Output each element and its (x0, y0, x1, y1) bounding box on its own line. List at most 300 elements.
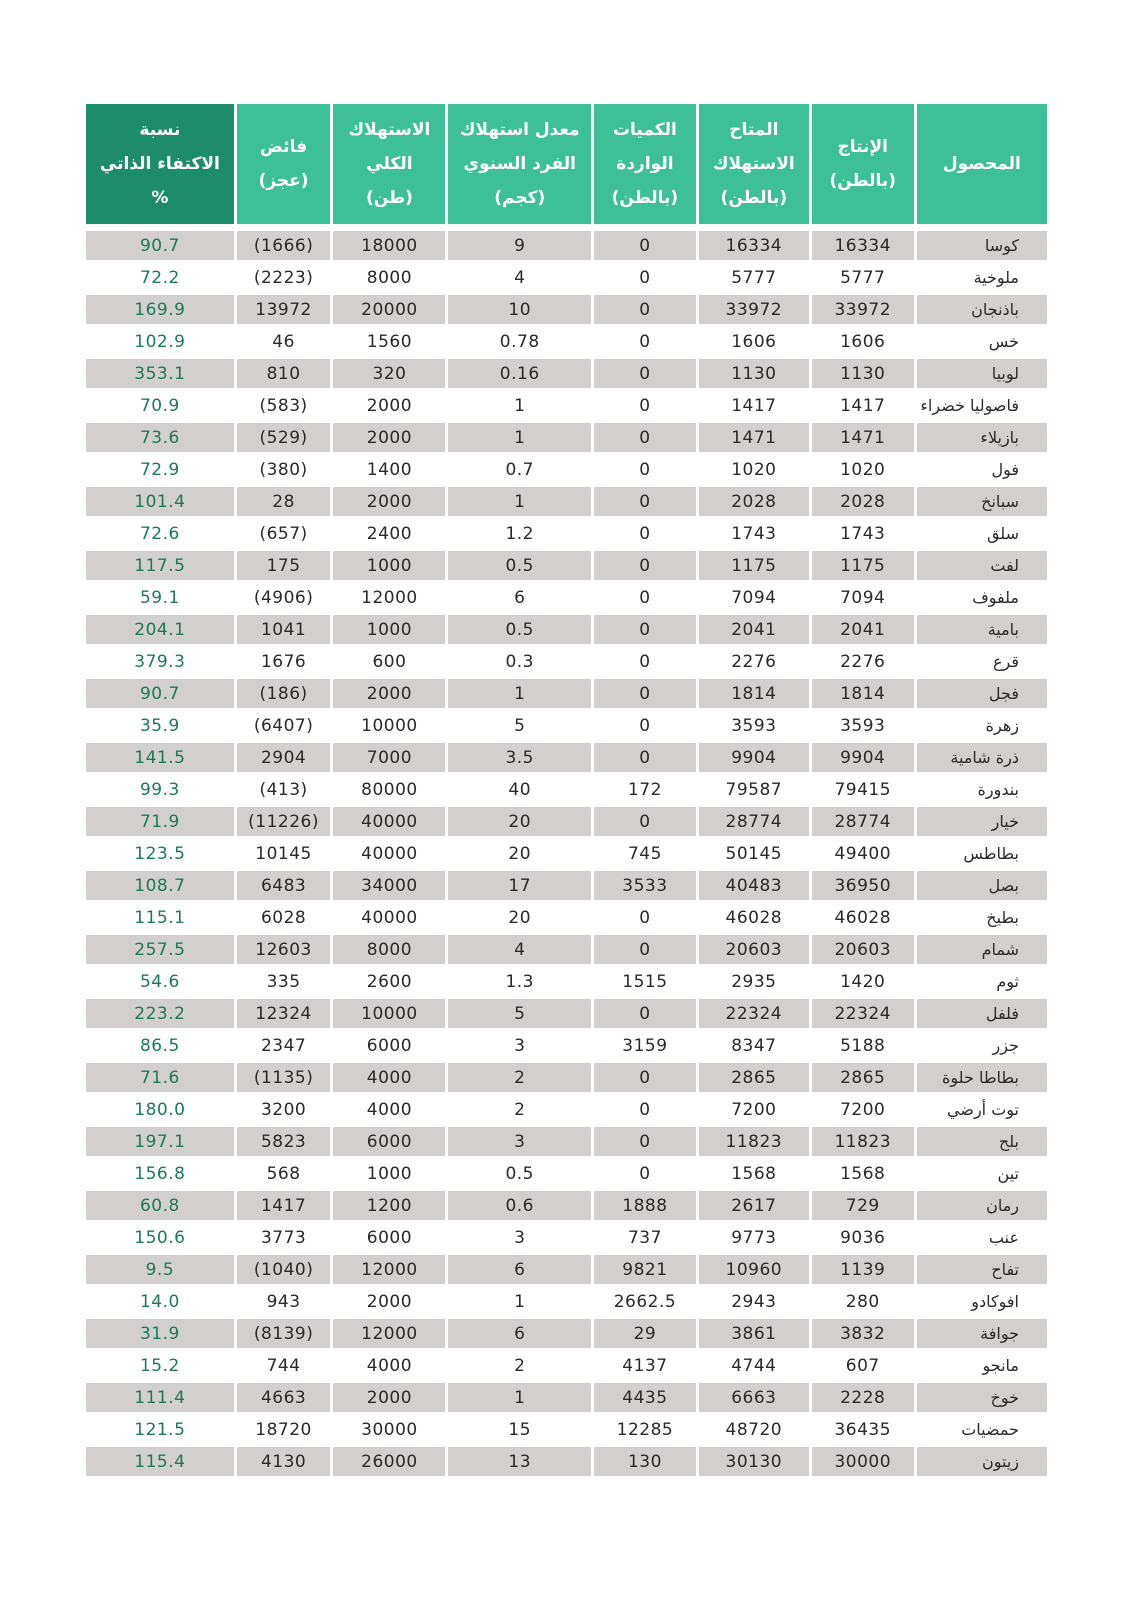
cell-total-consumption: 1560 (333, 327, 445, 359)
cell-production: 9036 (812, 1223, 914, 1255)
cell-imports: 0 (594, 327, 696, 359)
cell-imports: 0 (594, 1127, 696, 1159)
cell-total-consumption: 30000 (333, 1415, 445, 1447)
cell-available: 1175 (699, 551, 809, 583)
cell-available: 79587 (699, 775, 809, 807)
cell-total-consumption: 2000 (333, 1383, 445, 1415)
cell-imports: 2662.5 (594, 1287, 696, 1319)
table-row (86, 391, 1047, 423)
cell-total-consumption: 1400 (333, 455, 445, 487)
cell-surplus-deficit: 568 (237, 1159, 331, 1191)
cell-surplus-deficit: 4130 (237, 1447, 331, 1479)
cell-production: 1130 (812, 359, 914, 391)
table-row (86, 1031, 1047, 1063)
cell-available: 2943 (699, 1287, 809, 1319)
cell-product: خيار (917, 807, 1047, 839)
cell-available: 1020 (699, 455, 809, 487)
cell-total-consumption: 2000 (333, 391, 445, 423)
cell-production: 2041 (812, 615, 914, 647)
table-row (86, 231, 1047, 263)
cell-production: 1606 (812, 327, 914, 359)
cell-product: زيتون (917, 1447, 1047, 1479)
table-row (86, 519, 1047, 551)
cell-surplus-deficit: 6028 (237, 903, 331, 935)
cell-total-consumption: 20000 (333, 295, 445, 327)
table-row (86, 1415, 1047, 1447)
cell-production: 20603 (812, 935, 914, 967)
cell-imports: 0 (594, 391, 696, 423)
cell-production: 22324 (812, 999, 914, 1031)
cell-self-sufficiency: 101.4 (86, 487, 234, 519)
cell-available: 48720 (699, 1415, 809, 1447)
cell-per-capita: 0.78 (448, 327, 591, 359)
cell-surplus-deficit: 744 (237, 1351, 331, 1383)
cell-production: 729 (812, 1191, 914, 1223)
header-imports: الكميات الواردة (بالطن) (594, 104, 696, 231)
cell-imports: 0 (594, 519, 696, 551)
header-surplus-deficit: فائض (عجز) (237, 104, 331, 231)
cell-imports: 29 (594, 1319, 696, 1351)
cell-imports: 0 (594, 903, 696, 935)
cell-production: 49400 (812, 839, 914, 871)
cell-self-sufficiency: 180.0 (86, 1095, 234, 1127)
cell-self-sufficiency: 99.3 (86, 775, 234, 807)
cell-product: توت أرضي (917, 1095, 1047, 1127)
cell-available: 20603 (699, 935, 809, 967)
cell-available: 30130 (699, 1447, 809, 1479)
cell-imports: 0 (594, 295, 696, 327)
cell-self-sufficiency: 71.9 (86, 807, 234, 839)
cell-product: كوسا (917, 231, 1047, 263)
cell-per-capita: 17 (448, 871, 591, 903)
table-row (86, 551, 1047, 583)
cell-imports: 0 (594, 455, 696, 487)
cell-imports: 172 (594, 775, 696, 807)
cell-per-capita: 2 (448, 1063, 591, 1095)
cell-imports: 0 (594, 999, 696, 1031)
cell-self-sufficiency: 156.8 (86, 1159, 234, 1191)
cell-imports: 0 (594, 711, 696, 743)
cell-surplus-deficit: 175 (237, 551, 331, 583)
cell-self-sufficiency: 123.5 (86, 839, 234, 871)
cell-self-sufficiency: 73.6 (86, 423, 234, 455)
cell-per-capita: 13 (448, 1447, 591, 1479)
table-row (86, 263, 1047, 295)
cell-total-consumption: 26000 (333, 1447, 445, 1479)
header-per-capita-consumption: معدل استهلاك الفرد السنوي (كجم) (448, 104, 591, 231)
cell-self-sufficiency: 72.9 (86, 455, 234, 487)
cell-self-sufficiency: 86.5 (86, 1031, 234, 1063)
cell-surplus-deficit: 3773 (237, 1223, 331, 1255)
cell-product: ثوم (917, 967, 1047, 999)
header-self-sufficiency-ratio: نسبة الاكتفاء الذاتي % (86, 104, 234, 231)
cell-self-sufficiency: 115.1 (86, 903, 234, 935)
cell-total-consumption: 6000 (333, 1031, 445, 1063)
table-row (86, 1127, 1047, 1159)
cell-available: 1568 (699, 1159, 809, 1191)
cell-imports: 0 (594, 1159, 696, 1191)
cell-total-consumption: 2000 (333, 679, 445, 711)
cell-total-consumption: 320 (333, 359, 445, 391)
cell-product: بطاطس (917, 839, 1047, 871)
cell-available: 9904 (699, 743, 809, 775)
cell-product: افوكادو (917, 1287, 1047, 1319)
cell-product: قرع (917, 647, 1047, 679)
cell-self-sufficiency: 71.6 (86, 1063, 234, 1095)
cell-production: 2276 (812, 647, 914, 679)
cell-self-sufficiency: 35.9 (86, 711, 234, 743)
cell-production: 2865 (812, 1063, 914, 1095)
cell-production: 7094 (812, 583, 914, 615)
cell-product: جزر (917, 1031, 1047, 1063)
table-row (86, 1319, 1047, 1351)
cell-product: بطاطا حلوة (917, 1063, 1047, 1095)
cell-available: 2276 (699, 647, 809, 679)
cell-per-capita: 1 (448, 679, 591, 711)
cell-product: جوافة (917, 1319, 1047, 1351)
cell-self-sufficiency: 117.5 (86, 551, 234, 583)
cell-self-sufficiency: 111.4 (86, 1383, 234, 1415)
cell-available: 11823 (699, 1127, 809, 1159)
cell-imports: 4435 (594, 1383, 696, 1415)
cell-surplus-deficit: 46 (237, 327, 331, 359)
cell-available: 2865 (699, 1063, 809, 1095)
cell-self-sufficiency: 379.3 (86, 647, 234, 679)
cell-per-capita: 2 (448, 1095, 591, 1127)
cell-product: فلفل (917, 999, 1047, 1031)
cell-production: 1139 (812, 1255, 914, 1287)
cell-per-capita: 1 (448, 1287, 591, 1319)
cell-production: 5188 (812, 1031, 914, 1063)
cell-self-sufficiency: 72.6 (86, 519, 234, 551)
table-row (86, 423, 1047, 455)
cell-product: بطيخ (917, 903, 1047, 935)
table-row (86, 935, 1047, 967)
cell-production: 16334 (812, 231, 914, 263)
cell-surplus-deficit: 1676 (237, 647, 331, 679)
cell-per-capita: 3 (448, 1127, 591, 1159)
cell-available: 4744 (699, 1351, 809, 1383)
cell-available: 50145 (699, 839, 809, 871)
cell-production: 1175 (812, 551, 914, 583)
cell-surplus-deficit: 2347 (237, 1031, 331, 1063)
cell-imports: 737 (594, 1223, 696, 1255)
cell-per-capita: 3 (448, 1031, 591, 1063)
cell-available: 2935 (699, 967, 809, 999)
cell-self-sufficiency: 121.5 (86, 1415, 234, 1447)
cell-total-consumption: 1000 (333, 615, 445, 647)
cell-available: 7200 (699, 1095, 809, 1127)
cell-production: 607 (812, 1351, 914, 1383)
cell-total-consumption: 7000 (333, 743, 445, 775)
cell-surplus-deficit: (1135) (237, 1063, 331, 1095)
cell-per-capita: 20 (448, 839, 591, 871)
cell-surplus-deficit: 1417 (237, 1191, 331, 1223)
cell-surplus-deficit: (413) (237, 775, 331, 807)
cell-production: 2228 (812, 1383, 914, 1415)
cell-product: سلق (917, 519, 1047, 551)
table-row (86, 807, 1047, 839)
cell-surplus-deficit: (8139) (237, 1319, 331, 1351)
cell-available: 40483 (699, 871, 809, 903)
cell-total-consumption: 40000 (333, 839, 445, 871)
cell-per-capita: 0.5 (448, 1159, 591, 1191)
cell-imports: 12285 (594, 1415, 696, 1447)
cell-total-consumption: 80000 (333, 775, 445, 807)
cell-production: 280 (812, 1287, 914, 1319)
cell-product: خس (917, 327, 1047, 359)
cell-imports: 130 (594, 1447, 696, 1479)
cell-imports: 0 (594, 1063, 696, 1095)
cell-available: 2028 (699, 487, 809, 519)
table-row (86, 967, 1047, 999)
cell-total-consumption: 10000 (333, 999, 445, 1031)
cell-total-consumption: 2000 (333, 1287, 445, 1319)
table-row (86, 487, 1047, 519)
cell-available: 9773 (699, 1223, 809, 1255)
table-row (86, 1287, 1047, 1319)
cell-self-sufficiency: 60.8 (86, 1191, 234, 1223)
table-row (86, 1191, 1047, 1223)
cell-self-sufficiency: 115.4 (86, 1447, 234, 1479)
table-row (86, 583, 1047, 615)
cell-per-capita: 40 (448, 775, 591, 807)
cell-production: 3593 (812, 711, 914, 743)
table-row (86, 327, 1047, 359)
cell-imports: 0 (594, 359, 696, 391)
table-row (86, 839, 1047, 871)
cell-self-sufficiency: 72.2 (86, 263, 234, 295)
cell-per-capita: 5 (448, 999, 591, 1031)
cell-imports: 3533 (594, 871, 696, 903)
cell-self-sufficiency: 169.9 (86, 295, 234, 327)
cell-per-capita: 4 (448, 935, 591, 967)
header-product: المحصول (917, 104, 1047, 231)
cell-imports: 1515 (594, 967, 696, 999)
cell-total-consumption: 1000 (333, 551, 445, 583)
cell-total-consumption: 4000 (333, 1095, 445, 1127)
cell-total-consumption: 40000 (333, 903, 445, 935)
cell-available: 28774 (699, 807, 809, 839)
table-row (86, 1255, 1047, 1287)
cell-total-consumption: 12000 (333, 1255, 445, 1287)
cell-available: 1606 (699, 327, 809, 359)
cell-surplus-deficit: 335 (237, 967, 331, 999)
cell-imports: 1888 (594, 1191, 696, 1223)
cell-available: 7094 (699, 583, 809, 615)
cell-surplus-deficit: (2223) (237, 263, 331, 295)
cell-self-sufficiency: 90.7 (86, 679, 234, 711)
cell-product: تين (917, 1159, 1047, 1191)
cell-available: 33972 (699, 295, 809, 327)
cell-per-capita: 20 (448, 807, 591, 839)
cell-production: 36950 (812, 871, 914, 903)
cell-product: فول (917, 455, 1047, 487)
cell-self-sufficiency: 257.5 (86, 935, 234, 967)
cell-self-sufficiency: 90.7 (86, 231, 234, 263)
cell-surplus-deficit: 943 (237, 1287, 331, 1319)
cell-per-capita: 6 (448, 1255, 591, 1287)
cell-product: تفاح (917, 1255, 1047, 1287)
cell-production: 46028 (812, 903, 914, 935)
cell-total-consumption: 600 (333, 647, 445, 679)
cell-production: 9904 (812, 743, 914, 775)
cell-per-capita: 1.2 (448, 519, 591, 551)
cell-surplus-deficit: (1040) (237, 1255, 331, 1287)
cell-imports: 0 (594, 583, 696, 615)
cell-total-consumption: 34000 (333, 871, 445, 903)
cell-available: 16334 (699, 231, 809, 263)
cell-available: 1743 (699, 519, 809, 551)
cell-imports: 9821 (594, 1255, 696, 1287)
cell-surplus-deficit: (6407) (237, 711, 331, 743)
cell-per-capita: 6 (448, 583, 591, 615)
cell-total-consumption: 40000 (333, 807, 445, 839)
cell-product: بلح (917, 1127, 1047, 1159)
cell-available: 5777 (699, 263, 809, 295)
cell-surplus-deficit: (657) (237, 519, 331, 551)
cell-production: 1471 (812, 423, 914, 455)
cell-surplus-deficit: 10145 (237, 839, 331, 871)
header-available-consumption: المتاح الاستهلاك (بالطن) (699, 104, 809, 231)
cell-product: لفت (917, 551, 1047, 583)
cell-surplus-deficit: (11226) (237, 807, 331, 839)
header-row (86, 104, 1047, 231)
header-total-consumption: الاستهلاك الكلي (طن) (333, 104, 445, 231)
table-body (86, 231, 1047, 1479)
cell-surplus-deficit: 13972 (237, 295, 331, 327)
cell-total-consumption: 6000 (333, 1127, 445, 1159)
cell-product: زهرة (917, 711, 1047, 743)
table-row (86, 1095, 1047, 1127)
cell-surplus-deficit: 18720 (237, 1415, 331, 1447)
cell-product: بازيلاء (917, 423, 1047, 455)
table-row (86, 1447, 1047, 1479)
cell-per-capita: 0.5 (448, 615, 591, 647)
cell-surplus-deficit: (186) (237, 679, 331, 711)
cell-surplus-deficit: 28 (237, 487, 331, 519)
cell-production: 11823 (812, 1127, 914, 1159)
cell-total-consumption: 8000 (333, 935, 445, 967)
cell-per-capita: 2 (448, 1351, 591, 1383)
cell-product: ذرة شامية (917, 743, 1047, 775)
cell-per-capita: 0.3 (448, 647, 591, 679)
cell-surplus-deficit: 6483 (237, 871, 331, 903)
cell-imports: 0 (594, 551, 696, 583)
cell-self-sufficiency: 223.2 (86, 999, 234, 1031)
cell-available: 10960 (699, 1255, 809, 1287)
table-row (86, 999, 1047, 1031)
cell-production: 36435 (812, 1415, 914, 1447)
cell-product: باذنجان (917, 295, 1047, 327)
cell-per-capita: 1 (448, 487, 591, 519)
cell-surplus-deficit: 12324 (237, 999, 331, 1031)
table-row (86, 455, 1047, 487)
cell-production: 1743 (812, 519, 914, 551)
cell-surplus-deficit: (380) (237, 455, 331, 487)
cell-surplus-deficit: 12603 (237, 935, 331, 967)
cell-imports: 0 (594, 487, 696, 519)
cell-product: فجل (917, 679, 1047, 711)
cell-self-sufficiency: 70.9 (86, 391, 234, 423)
cell-per-capita: 1.3 (448, 967, 591, 999)
cell-per-capita: 0.6 (448, 1191, 591, 1223)
cell-available: 6663 (699, 1383, 809, 1415)
cell-imports: 0 (594, 935, 696, 967)
table-row (86, 679, 1047, 711)
cell-total-consumption: 1000 (333, 1159, 445, 1191)
cell-surplus-deficit: (529) (237, 423, 331, 455)
table-row (86, 775, 1047, 807)
cell-product: شمام (917, 935, 1047, 967)
cell-surplus-deficit: (583) (237, 391, 331, 423)
cell-surplus-deficit: 2904 (237, 743, 331, 775)
cell-product: بصل (917, 871, 1047, 903)
cell-available: 1814 (699, 679, 809, 711)
cell-per-capita: 1 (448, 391, 591, 423)
cell-available: 22324 (699, 999, 809, 1031)
table-row (86, 1063, 1047, 1095)
table-row (86, 871, 1047, 903)
cell-self-sufficiency: 108.7 (86, 871, 234, 903)
cell-per-capita: 0.7 (448, 455, 591, 487)
cell-total-consumption: 2000 (333, 487, 445, 519)
cell-surplus-deficit: (1666) (237, 231, 331, 263)
cell-per-capita: 10 (448, 295, 591, 327)
cell-per-capita: 5 (448, 711, 591, 743)
cell-self-sufficiency: 204.1 (86, 615, 234, 647)
cell-per-capita: 20 (448, 903, 591, 935)
cell-available: 2041 (699, 615, 809, 647)
table-row (86, 359, 1047, 391)
cell-self-sufficiency: 59.1 (86, 583, 234, 615)
cell-self-sufficiency: 102.9 (86, 327, 234, 359)
cell-self-sufficiency: 9.5 (86, 1255, 234, 1287)
cell-imports: 0 (594, 647, 696, 679)
cell-surplus-deficit: (4906) (237, 583, 331, 615)
cell-self-sufficiency: 31.9 (86, 1319, 234, 1351)
table-row (86, 647, 1047, 679)
cell-self-sufficiency: 150.6 (86, 1223, 234, 1255)
table-row (86, 295, 1047, 327)
cell-surplus-deficit: 1041 (237, 615, 331, 647)
cell-total-consumption: 8000 (333, 263, 445, 295)
cell-available: 3593 (699, 711, 809, 743)
cell-imports: 0 (594, 615, 696, 647)
cell-surplus-deficit: 3200 (237, 1095, 331, 1127)
cell-per-capita: 15 (448, 1415, 591, 1447)
cell-per-capita: 3 (448, 1223, 591, 1255)
cell-product: مانجو (917, 1351, 1047, 1383)
cell-total-consumption: 12000 (333, 1319, 445, 1351)
cell-production: 79415 (812, 775, 914, 807)
cell-product: رمان (917, 1191, 1047, 1223)
cell-production: 7200 (812, 1095, 914, 1127)
table-row (86, 1223, 1047, 1255)
cell-product: حمضيات (917, 1415, 1047, 1447)
cell-per-capita: 3.5 (448, 743, 591, 775)
cell-total-consumption: 4000 (333, 1063, 445, 1095)
cell-available: 1417 (699, 391, 809, 423)
cell-product: بندورة (917, 775, 1047, 807)
cell-imports: 0 (594, 263, 696, 295)
cell-imports: 0 (594, 679, 696, 711)
cell-surplus-deficit: 810 (237, 359, 331, 391)
cell-production: 30000 (812, 1447, 914, 1479)
cell-total-consumption: 2000 (333, 423, 445, 455)
cell-per-capita: 4 (448, 263, 591, 295)
cell-total-consumption: 1200 (333, 1191, 445, 1223)
